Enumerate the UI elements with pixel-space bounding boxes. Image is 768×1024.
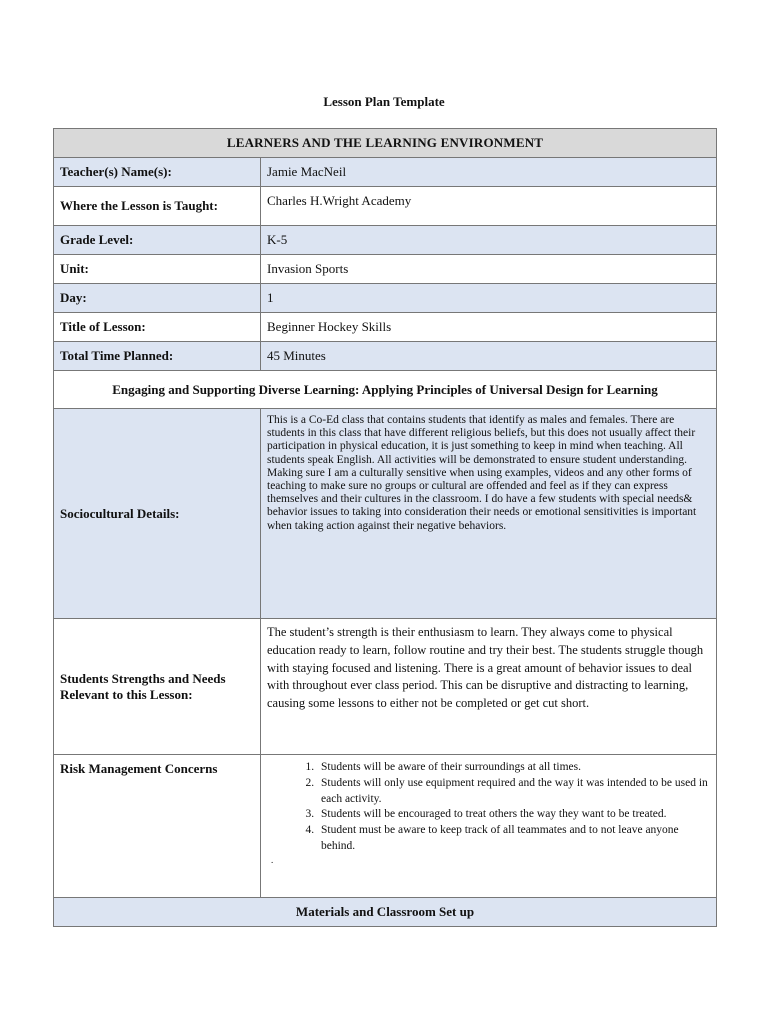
section-header-udl (54, 371, 717, 409)
table-row-time (54, 342, 717, 371)
materials-heading: Materials and Classroom Set up (54, 898, 717, 927)
section-heading: LEARNERS AND THE LEARNING ENVIRONMENT (54, 129, 717, 158)
risk-label: Risk Management Concerns (54, 755, 261, 898)
table-row-day (54, 284, 717, 313)
list-item: 1. Students will be aware of their surroundings at all times. (317, 760, 710, 776)
teacher-label: Teacher(s) Name(s): (54, 158, 261, 187)
sociocultural-text: This is a Co-Ed class that contains students that identify as males and females. There are students in this class that have different religious beliefs, but this does not usually affect their participation in physical education, it is just something to keep in mind when teaching. All students speak English. All activities will be demonstrated to ensure student understanding. Making sure I am a culturally sensitive when using examples, videos and any other forms of teaching to make sure no groups or cultural are offended and feel as if they can express themselves and their cultures in the classroom. I do have a few students with special needs& behavior issues to taking into consideration their needs or emotional sensitivities is important when taking action against their negative behaviors. (261, 409, 717, 619)
section-header-materials (54, 898, 717, 927)
section-header-learners (54, 129, 717, 158)
list-item: 4. Student must be aware to keep track of all teammates and to not leave anyone behind. (317, 823, 710, 855)
table-row-location (54, 187, 717, 226)
sociocultural-label: Sociocultural Details: (54, 409, 261, 619)
lesson-title-label: Title of Lesson: (54, 313, 261, 342)
location-value: Charles H.Wright Academy (261, 187, 717, 226)
trailing-mark: . (271, 854, 274, 865)
strengths-text: The student’s strength is their enthusiasm to learn. They always come to physical education ready to learn, follow routine and try their best. The students struggle though with staying focused and listening. There is a great amount of behavior issues to deal with throughout ever class period. This can be disruptive and distracting to learning, causing some lessons to either not be completed or get cut short. (261, 619, 717, 755)
table-row-strengths (54, 619, 717, 755)
risk-cell (261, 755, 717, 898)
strengths-label: Students Strengths and Needs Relevant to this Lesson: (54, 619, 261, 755)
table-row-title (54, 313, 717, 342)
unit-label: Unit: (54, 255, 261, 284)
list-item: 2. Students will only use equipment required and the way it was intended to be used in each activity. (317, 776, 710, 808)
day-value: 1 (261, 284, 717, 313)
lesson-plan-table (53, 128, 717, 927)
teacher-value: Jamie MacNeil (261, 158, 717, 187)
time-value: 45 Minutes (261, 342, 717, 371)
lesson-title-value: Beginner Hockey Skills (261, 313, 717, 342)
table-row-risk (54, 755, 717, 898)
table-row-sociocultural (54, 409, 717, 619)
grade-label: Grade Level: (54, 226, 261, 255)
grade-value: K-5 (261, 226, 717, 255)
table-row-grade (54, 226, 717, 255)
table-row-teacher (54, 158, 717, 187)
day-label: Day: (54, 284, 261, 313)
table-row-unit (54, 255, 717, 284)
unit-value: Invasion Sports (261, 255, 717, 284)
time-label: Total Time Planned: (54, 342, 261, 371)
risk-list (267, 760, 710, 855)
list-item: 3. Students will be encouraged to treat others the way they want to be treated. (317, 807, 710, 823)
udl-heading: Engaging and Supporting Diverse Learning: Applying Principles of Universal Design for Learning (54, 371, 717, 409)
location-label: Where the Lesson is Taught: (54, 187, 261, 226)
document-title: Lesson Plan Template (323, 94, 445, 109)
